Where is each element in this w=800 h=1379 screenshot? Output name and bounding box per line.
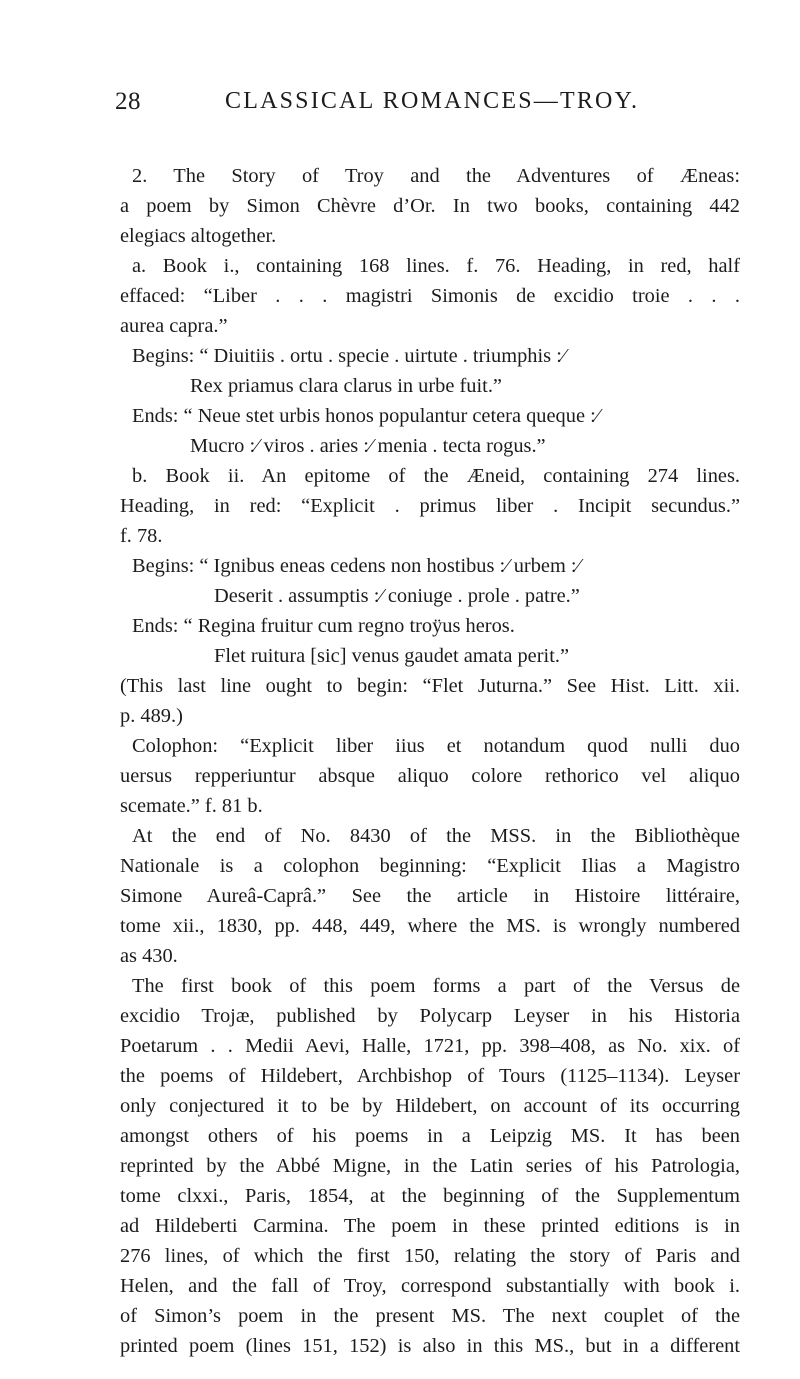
text-line: Poetarum . . Medii Aevi, Halle, 1721, pp. 398–408, as No. xix. of [120,1035,740,1057]
text-line: Simone Aureâ-Caprâ.” See the article in Histoire littéraire, [120,885,740,907]
text-line: Heading, in red: “Explicit . primus liber . Incipit secundus.” [120,495,740,517]
text-line: Helen, and the fall of Troy, correspond substantially with book i. [120,1275,740,1297]
text-line: Colophon: “Explicit liber iius et notandum quod nulli duo [132,735,740,757]
text-line: Deserit . assumptis :⁄ coniuge . prole . patre.” [214,585,580,607]
running-title: CLASSICAL ROMANCES—TROY. [225,88,640,114]
page-body [120,161,740,1361]
text-line: ad Hildeberti Carmina. The poem in these printed editions is in [120,1215,740,1237]
text-line: At the end of No. 8430 of the MSS. in the Bibliothèque [132,825,740,847]
page-header [115,88,735,122]
text-line: only conjectured it to be by Hildebert, on account of its occurring [120,1095,740,1117]
text-line: f. 78. [120,525,163,547]
text-line: b. Book ii. An epitome of the Æneid, containing 274 lines. [132,465,740,487]
text-line: as 430. [120,945,178,967]
text-line: Mucro :⁄ viros . aries :⁄ menia . tecta rogus.” [190,435,546,457]
text-line: a. Book i., containing 168 lines. f. 76. Heading, in red, half [132,255,740,277]
text-line: Rex priamus clara clarus in urbe fuit.” [190,375,502,397]
text-line: Nationale is a colophon beginning: “Explicit Ilias a Magistro [120,855,740,877]
text-line: Flet ruitura [sic] venus gaudet amata perit.” [214,645,570,667]
text-line: a poem by Simon Chèvre d’Or. In two books, containing 442 [120,195,740,217]
text-line: reprinted by the Abbé Migne, in the Latin series of his Patrologia, [120,1155,740,1177]
text-line: aurea capra.” [120,315,228,337]
text-line: 276 lines, of which the first 150, relating the story of Paris and [120,1245,740,1267]
page-number: 28 [115,88,141,115]
text-line: Ends: “ Regina fruitur cum regno troÿus heros. [132,615,515,637]
text-line: tome xii., 1830, pp. 448, 449, where the MS. is wrongly numbered [120,915,740,937]
text-line: Ends: “ Neue stet urbis honos populantur cetera queque :⁄ [132,405,600,427]
text-line: effaced: “Liber . . . magistri Simonis de excidio troie . . . [120,285,740,307]
text-line: uersus repperiuntur absque aliquo colore rethorico vel aliquo [120,765,740,787]
text-line: the poems of Hildebert, Archbishop of Tours (1125–1134). Leyser [120,1065,740,1087]
text-line: 2. The Story of Troy and the Adventures of Æneas: [132,165,740,187]
text-line: The first book of this poem forms a part of the Versus de [132,975,740,997]
text-line: printed poem (lines 151, 152) is also in this MS., but in a different [120,1335,740,1357]
text-line: of Simon’s poem in the present MS. The next couplet of the [120,1305,740,1327]
text-line: Begins: “ Diuitiis . ortu . specie . uirtute . triumphis :⁄ [132,345,566,367]
text-line: p. 489.) [120,705,183,727]
text-line: (This last line ought to begin: “Flet Juturna.” See Hist. Litt. xii. [120,675,740,697]
text-line: Begins: “ Ignibus eneas cedens non hostibus :⁄ urbem :⁄ [132,555,580,577]
text-line: elegiacs altogether. [120,225,277,247]
text-line: amongst others of his poems in a Leipzig MS. It has been [120,1125,740,1147]
text-line: scemate.” f. 81 b. [120,795,263,817]
text-line: tome clxxi., Paris, 1854, at the beginning of the Supplementum [120,1185,740,1207]
text-line: excidio Trojæ, published by Polycarp Leyser in his Historia [120,1005,740,1027]
